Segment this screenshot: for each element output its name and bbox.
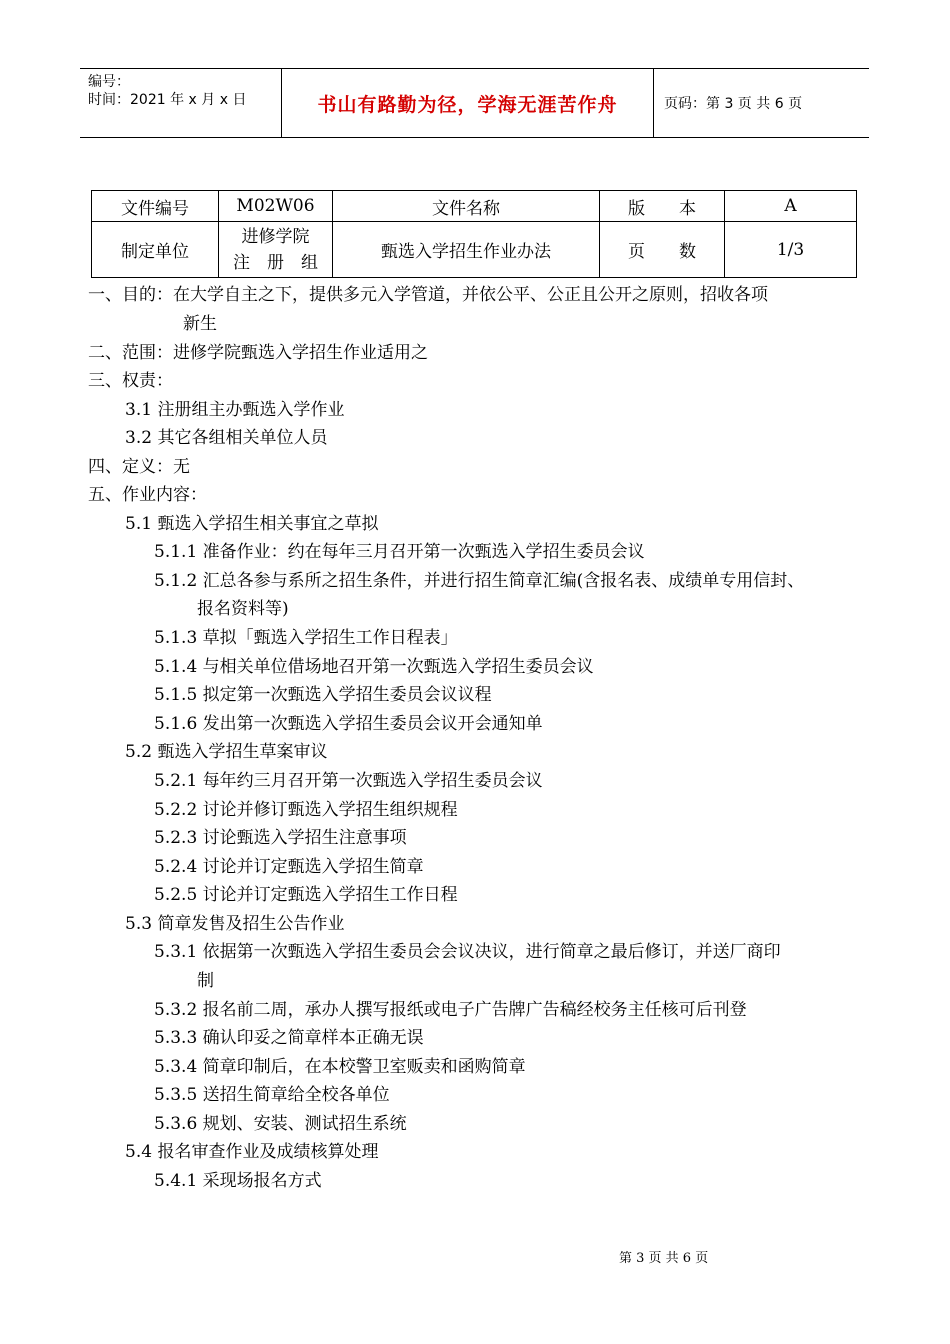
- list-item: 5.2.4 讨论并订定甄选入学招生简章: [154, 857, 424, 877]
- time-label: 时间：2021 年 x 月 x 日: [88, 92, 247, 108]
- version-value: A: [725, 191, 857, 222]
- list-item: 5.2.2 讨论并修订甄选入学招生组织规程: [154, 800, 458, 820]
- header-motto: 书山有路勤为径，学海无涯苦作舟: [317, 93, 618, 116]
- list-item-cont: 制: [197, 971, 214, 991]
- unit-value: [219, 222, 333, 278]
- list-item: 5.4.1 采现场报名方式: [154, 1171, 322, 1191]
- page-header: [80, 68, 869, 138]
- file-number-value: M02W06: [219, 191, 333, 222]
- table-row: [92, 222, 857, 278]
- section-purpose-cont: 新生: [183, 314, 217, 334]
- section-definition: 四、定义：无: [88, 457, 190, 477]
- list-item: 5.3.4 简章印制后，在本校警卫室贩卖和函购简章: [154, 1057, 526, 1077]
- unit-value-line-2: 注 册 组: [233, 252, 318, 273]
- unit-value-line-1: 进修学院: [241, 226, 310, 247]
- pages-value: 1/3: [725, 222, 857, 278]
- list-item: 5.3.5 送招生简章给全校各单位: [154, 1085, 390, 1105]
- list-item: 5.4 报名审查作业及成绩核算处理: [125, 1142, 379, 1162]
- list-item: 3.2 其它各组相关单位人员: [125, 428, 328, 448]
- section-scope: 二、范围：进修学院甄选入学招生作业适用之: [88, 343, 428, 363]
- section-purpose: 一、目的：在大学自主之下，提供多元入学管道，并依公平、公正且公开之原则，招收各项: [88, 285, 768, 305]
- list-item: 5.3.6 规划、安装、测试招生系统: [154, 1114, 407, 1134]
- list-item: 5.3.1 依据第一次甄选入学招生委员会会议决议，进行简章之最后修订，并送厂商印: [154, 942, 781, 962]
- list-item-cont: 报名资料等): [197, 599, 289, 619]
- list-item: 5.1.1 准备作业：约在每年三月召开第一次甄选入学招生委员会议: [154, 542, 645, 562]
- list-item: 5.2.3 讨论甄选入学招生注意事项: [154, 828, 407, 848]
- list-item: 5.3.3 确认印妥之简章样本正确无误: [154, 1028, 424, 1048]
- header-motto-cell: [282, 69, 654, 137]
- list-item: 5.1.2 汇总各参与系所之招生条件，并进行招生简章汇编(含报名表、成绩单专用信封、: [154, 571, 805, 591]
- list-item: 3.1 注册组主办甄选入学作业: [125, 400, 345, 420]
- list-item: 5.2.5 讨论并订定甄选入学招生工作日程: [154, 885, 458, 905]
- file-number-label: 文件编号: [92, 191, 219, 222]
- section-responsibility: 三、权责：: [88, 371, 173, 391]
- list-item: 5.1.3 草拟「甄选入学招生工作日程表」: [154, 628, 458, 648]
- document-info-table: [91, 190, 857, 278]
- list-item: 5.2 甄选入学招生草案审议: [125, 742, 328, 762]
- footer-page-number: 第 3 页 共 6 页: [619, 1251, 709, 1266]
- pages-label: 页 数: [600, 222, 725, 278]
- header-page-cell: [654, 69, 869, 137]
- file-name-label: 文件名称: [333, 191, 600, 222]
- document-name: 甄选入学招生作业办法: [333, 222, 600, 278]
- list-item: 5.1.4 与相关单位借场地召开第一次甄选入学招生委员会议: [154, 657, 594, 677]
- list-item: 5.3.2 报名前二周，承办人撰写报纸或电子广告牌广告稿经校务主任核可后刊登: [154, 1000, 747, 1020]
- list-item: 5.3 简章发售及招生公告作业: [125, 914, 345, 934]
- number-label: 编号：: [88, 74, 130, 90]
- list-item: 5.1.5 拟定第一次甄选入学招生委员会议议程: [154, 685, 492, 705]
- list-item: 5.1.6 发出第一次甄选入学招生委员会议开会通知单: [154, 714, 543, 734]
- version-label: 版 本: [600, 191, 725, 222]
- list-item: 5.1 甄选入学招生相关事宜之草拟: [125, 514, 379, 534]
- unit-label: 制定单位: [92, 222, 219, 278]
- section-operation: 五、作业内容：: [88, 485, 207, 505]
- header-page-code: 页码：第 3 页 共 6 页: [664, 96, 803, 112]
- header-meta: [80, 69, 282, 137]
- table-row: [92, 191, 857, 222]
- list-item: 5.2.1 每年约三月召开第一次甄选入学招生委员会议: [154, 771, 543, 791]
